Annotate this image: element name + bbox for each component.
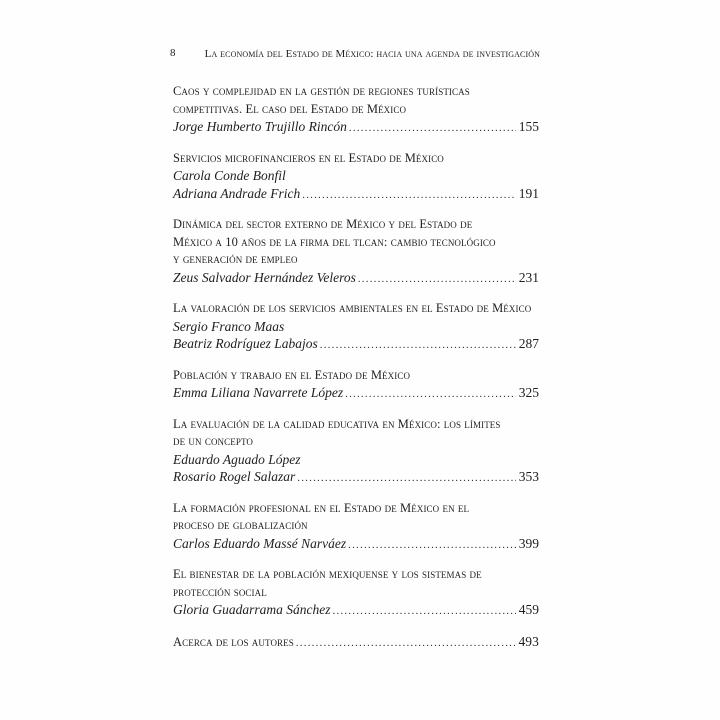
toc-entry[interactable] [173,300,539,353]
dot-leader [333,603,516,621]
entry-page-number[interactable]: 155 [518,119,539,134]
entry-title: de un concepto [173,434,253,448]
entry-author: Jorge Humberto Trujillo Rincón [173,119,347,134]
dot-leader [358,271,516,289]
page-number: 8 [170,47,176,59]
entry-author: Beatriz Rodríguez Labajos [173,336,318,351]
running-title: La economía del Estado de México: hacia una agenda de investigación [204,48,540,60]
entry-author: Carlos Eduardo Massé Narváez [173,535,347,551]
entry-page-number[interactable]: 459 [518,602,539,617]
entry-author: Eduardo Aguado López [173,451,301,467]
dot-leader [345,386,516,404]
dot-leader [348,537,516,555]
entry-title: competitivas. El caso del Estado de México [173,101,407,116]
table-of-contents [173,83,539,664]
entry-author-line [173,118,539,136]
toc-entry[interactable] [173,83,539,136]
entry-title: La valoración de los servicios ambientales en el Estado de México [173,301,532,315]
entry-author-line [173,468,539,486]
entry-author-line [173,335,539,353]
entry-title: Acerca de los autores [173,634,294,649]
toc-entry[interactable] [173,416,539,486]
entry-title: protección social [173,584,267,599]
entry-title-line [173,633,539,651]
entry-page-number[interactable]: 399 [518,535,539,551]
entry-author: Carola Conde Bonfil [173,168,286,183]
entry-title: Dinámica del sector externo de México y del Estado de [173,217,473,231]
entry-author: Gloria Guadarrama Sánchez [173,602,331,617]
toc-entry[interactable] [173,216,539,286]
entry-author: Emma Liliana Navarrete López [173,385,344,400]
entry-title: La formación profesional en el Estado de México en el [173,500,470,515]
entry-page-number[interactable]: 353 [518,469,539,484]
entry-title: México a 10 años de la firma del tlcan: cambio tecnológico [173,234,496,249]
toc-entry[interactable] [173,367,539,402]
entry-title: proceso de globalización [173,518,308,532]
entry-page-number[interactable]: 287 [518,336,539,351]
running-header [170,47,540,65]
entry-author: Sergio Franco Maas [173,318,285,334]
entry-title: Caos y complejidad en la gestión de regiones turísticas [173,84,470,98]
toc-entry[interactable] [173,150,539,203]
entry-title: y generación de empleo [173,252,298,266]
entry-author-line [173,535,539,553]
entry-page-number[interactable]: 325 [518,385,539,400]
entry-author-line [173,269,539,287]
dot-leader [320,337,516,355]
entry-title: La evaluación de la calidad educativa en México: los límites [173,416,501,431]
entry-author-line [173,185,539,203]
dot-leader [349,120,516,138]
toc-entry[interactable] [173,566,539,619]
entry-author-line [173,384,539,402]
entry-page-number[interactable]: 191 [518,185,539,201]
entry-page-number[interactable]: 493 [518,633,539,649]
entry-page-number[interactable]: 231 [518,269,539,285]
dot-leader [297,470,515,488]
dot-leader [296,635,516,653]
entry-author: Adriana Andrade Frich [173,185,301,201]
entry-title: Población y trabajo en el Estado de México [173,367,411,382]
dot-leader [302,187,516,205]
toc-entry[interactable] [173,500,539,553]
entry-title: El bienestar de la población mexiquense y los sistemas de [173,567,482,581]
toc-entry[interactable] [173,633,539,651]
entry-author: Zeus Salvador Hernández Veleros [173,269,356,285]
entry-title: Servicios microfinancieros en el Estado de México [173,150,444,165]
entry-author: Rosario Rogel Salazar [173,469,296,484]
entry-author-line [173,601,539,619]
